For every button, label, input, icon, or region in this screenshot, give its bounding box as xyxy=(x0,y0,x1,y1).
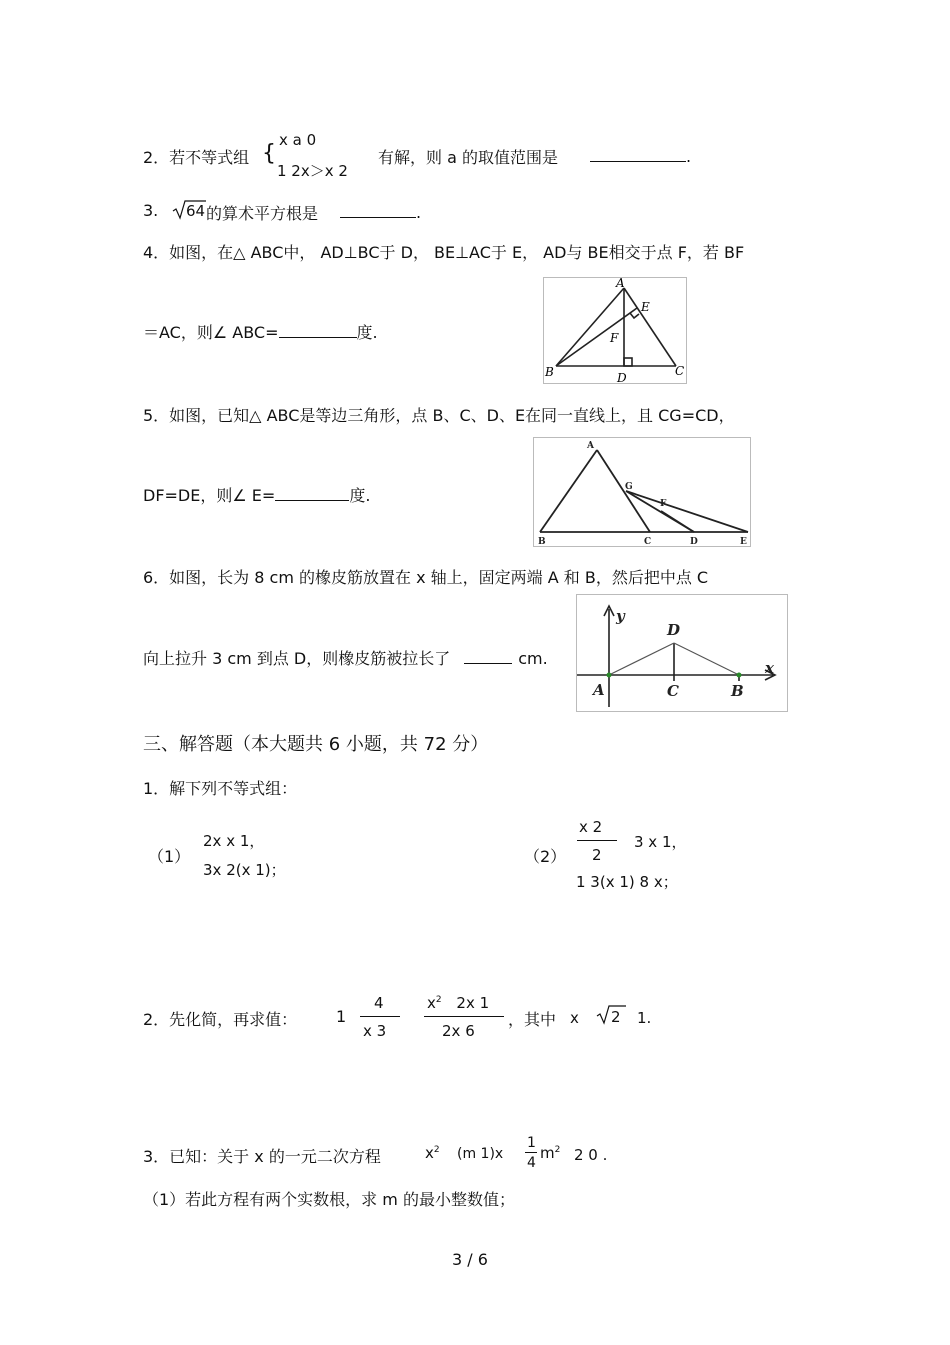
q4-line2-tail: 度. xyxy=(356,323,378,342)
s3-eq-middle: (m 1)x xyxy=(457,1146,504,1162)
q4-line1: 4．如图，在△ ABC中， AD⊥BC于 D， BE⊥AC于 E， AD与 BE相交于点 F，若 BF xyxy=(143,243,745,262)
q2-brace: { xyxy=(262,141,276,166)
q2-text: 有解，则 a 的取值范围是 xyxy=(378,148,558,167)
s2-fraction2-denominator: 2x 6 xyxy=(442,1022,475,1040)
q4-line2 xyxy=(143,320,378,343)
s3-eq-x: x xyxy=(425,1144,434,1162)
s2-f2-x: x xyxy=(427,994,436,1012)
s3-eq-m-exponent: 2 xyxy=(554,1145,561,1155)
s2-fraction1-denominator: x 3 xyxy=(363,1022,387,1040)
q6-line2 xyxy=(143,646,548,669)
label-e: E xyxy=(641,300,650,314)
s1-part2-denominator: 2 xyxy=(592,846,602,864)
q5-line2-tail: 度. xyxy=(349,486,371,505)
s3-eq-exponent: 2 xyxy=(433,1145,440,1155)
s1-part2-line2: 1 3(x 1) 8 x； xyxy=(576,873,678,891)
s3-fraction-bar xyxy=(525,1152,537,1153)
q2-blank xyxy=(590,145,691,166)
q6-answer-blank xyxy=(464,647,512,664)
point-a-dot xyxy=(607,673,612,678)
s1-part1-label: （1） xyxy=(148,847,191,866)
s1-part2-label: （2） xyxy=(524,847,567,866)
label-d: D xyxy=(617,371,627,383)
s3-eq-m-var: m xyxy=(540,1144,555,1162)
q3-text: 的算术平方根是 xyxy=(206,204,319,223)
page-number: 3 / 6 xyxy=(452,1250,488,1269)
label-c: C xyxy=(675,364,685,378)
q3-period: . xyxy=(416,203,422,222)
label-a: A xyxy=(616,278,625,290)
equilateral-triangle-diagram xyxy=(534,438,750,546)
label-f: F xyxy=(610,331,619,345)
q3-blank xyxy=(340,201,421,222)
s3-fraction-numerator: 1 xyxy=(527,1135,536,1151)
q5-line2 xyxy=(143,483,370,506)
q3-radicand: 64 xyxy=(186,202,206,220)
q5-line1: 5．如图，已知△ ABC是等边三角形，点 B、C、D、E在同一直线上，且 CG=CD， xyxy=(143,406,735,425)
label-d: D xyxy=(690,537,698,546)
q5-line2-lead: DF=DE，则∠ E= xyxy=(143,486,276,505)
label-e: E xyxy=(740,537,747,546)
q6-line1: 6．如图，长为 8 cm 的橡皮筋放置在 x 轴上，固定两端 A 和 B，然后把中点 C xyxy=(143,568,709,587)
label-b: B xyxy=(731,682,744,700)
s3-eq-tail: 2 0 . xyxy=(574,1146,608,1164)
s1-part1-line2: 3x 2(x 1)； xyxy=(203,861,286,879)
s2-lead: 2．先化简，再求值： xyxy=(143,1010,298,1029)
s2-fraction1-bar xyxy=(360,1016,400,1017)
q2-line1: x a 0 xyxy=(279,131,317,149)
s3-equation-x xyxy=(425,1144,440,1162)
s3-fraction-denominator: 4 xyxy=(527,1155,536,1171)
q4-answer-blank xyxy=(279,321,357,338)
q3-number: 3. xyxy=(143,201,159,220)
s3-part1: （1）若此方程有两个实数根，求 m 的最小整数值； xyxy=(143,1190,515,1209)
s2-x: x xyxy=(570,1009,579,1027)
s2-mid: ，其中 xyxy=(508,1010,557,1029)
label-b: B xyxy=(538,537,546,546)
label-y: y xyxy=(616,607,625,625)
q2-number: 2．若不等式组 xyxy=(143,148,250,167)
s1-part2-fraction-bar xyxy=(577,840,617,841)
s1-part1-line1: 2x x 1， xyxy=(203,832,265,850)
s3-eq-m xyxy=(540,1144,560,1162)
s2-one: 1 xyxy=(336,1007,347,1026)
s2-f2-exponent: 2 xyxy=(435,995,442,1005)
s2-sqrt-value: 2 xyxy=(611,1008,621,1026)
q4-figure xyxy=(543,277,687,384)
label-x: x xyxy=(765,659,774,677)
triangle-abc-diagram xyxy=(544,278,686,383)
label-d: D xyxy=(667,621,681,639)
rubber-band-coordinate-diagram xyxy=(577,595,787,711)
label-a: A xyxy=(587,441,594,451)
s2-fraction1-numerator: 4 xyxy=(374,994,384,1012)
q2-line2: 1 2x＞x 2 xyxy=(277,162,348,180)
s2-fraction2-bar xyxy=(424,1016,504,1017)
q5-answer-blank xyxy=(275,484,349,501)
section-title: 三、解答题（本大题共 6 小题，共 72 分） xyxy=(143,734,489,755)
q6-line2-lead: 向上拉升 3 cm 到点 D，则橡皮筋被拉长了 xyxy=(143,649,451,668)
label-a: A xyxy=(593,681,605,699)
s1-part2-line1-rest: 3 x 1， xyxy=(634,833,687,851)
s2-f2-rest: 2x 1 xyxy=(456,994,490,1012)
q2-period: . xyxy=(686,147,692,166)
label-f: F xyxy=(660,499,667,509)
s2-tail: 1. xyxy=(637,1009,652,1027)
label-b: B xyxy=(545,365,554,379)
point-b-dot xyxy=(737,673,742,678)
label-g: G xyxy=(625,482,633,492)
q4-line2-lead: ＝AC，则∠ ABC= xyxy=(143,323,279,342)
label-c: C xyxy=(667,682,679,700)
q6-line2-tail: cm. xyxy=(518,649,548,668)
q6-figure xyxy=(576,594,788,712)
s1-part2-numerator: x 2 xyxy=(579,818,603,836)
label-c: C xyxy=(644,537,652,546)
s2-fraction2-numerator xyxy=(427,994,489,1012)
s3-lead: 3．已知：关于 x 的一元二次方程 xyxy=(143,1147,381,1166)
s1-title: 1．解下列不等式组： xyxy=(143,779,298,798)
q5-figure xyxy=(533,437,751,547)
